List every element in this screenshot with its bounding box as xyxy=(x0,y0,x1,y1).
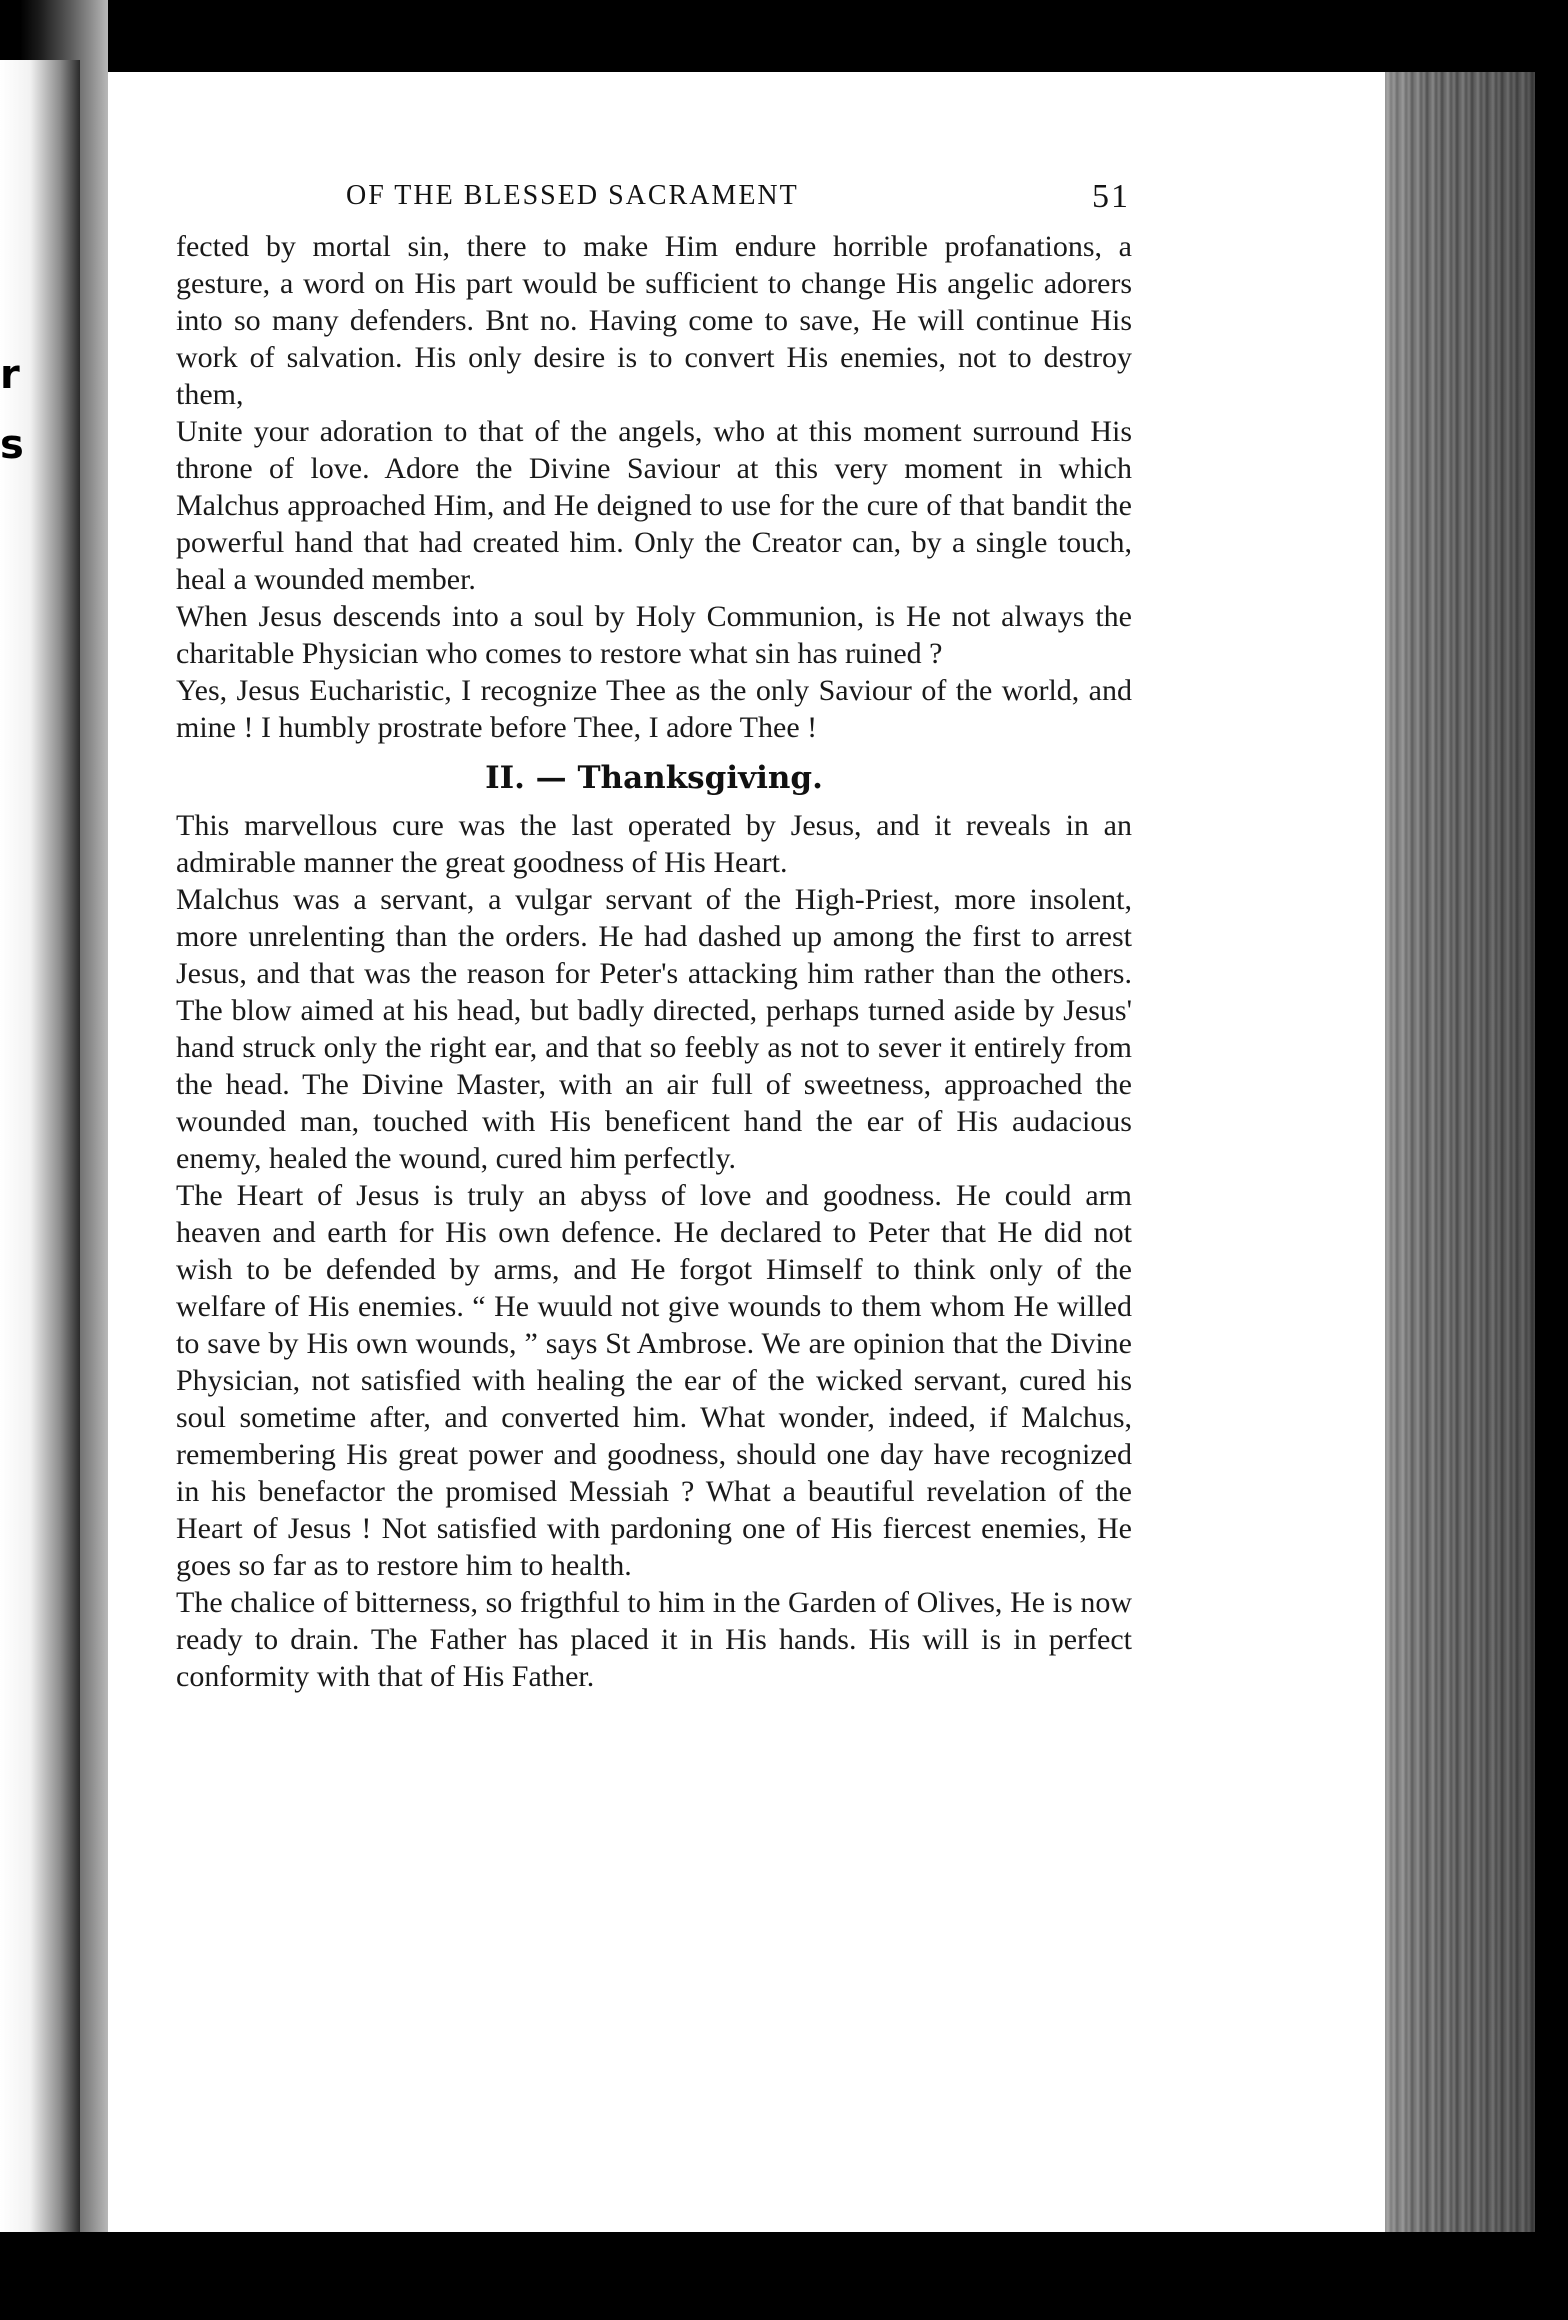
facing-page-marks xyxy=(0,340,24,480)
body-text xyxy=(176,228,1132,1695)
paragraph: The chalice of bitterness, so frigthful to him in the Garden of Olives, He is now ready to drain. The Father has placed it in His hands. His will is in perfect conformity with that of His Father. xyxy=(176,1586,1132,1693)
facing-page-mark: s xyxy=(0,422,24,468)
paragraph: Unite your adoration to that of the angels, who at this moment surround His throne of love. Adore the Divine Saviour at this very moment in which Malchus approached Him, and He deigned to use for the cure of that bandit the powerful hand that had created him. Only the Creator can, by a single touch, heal a wounded member. xyxy=(176,415,1132,596)
page-number: 51 xyxy=(1092,178,1130,215)
paragraph: Yes, Jesus Eucharistic, I recognize Thee as the only Saviour of the world, and mine ! I humbly prostrate before Thee, I adore Thee ! xyxy=(176,674,1132,744)
facing-page-mark: r xyxy=(0,352,20,398)
paragraph: This marvellous cure was the last operated by Jesus, and it reveals in an admirable manner the great goodness of His Heart. xyxy=(176,809,1132,879)
paragraph: Malchus was a servant, a vulgar servant of the High-Priest, more insolent, more unrelenting than the orders. He had dashed up among the first to arrest Jesus, and that was the reason for Peter's attacking him rather than the others. The blow aimed at his head, but badly directed, perhaps turned aside by Jesus' hand struck only the right ear, and that so feebly as not to sever it entirely from the head. The Divine Master, with an air full of sweetness, approached the wounded man, touched with His beneficent hand the ear of His audacious enemy, healed the wound, cured him perfectly. xyxy=(176,883,1132,1175)
bottom-scan-border xyxy=(0,2232,1568,2320)
top-scan-border xyxy=(0,0,1568,72)
right-scan-border xyxy=(1535,0,1568,2320)
section-heading: II. — Thanksgiving. xyxy=(485,760,823,796)
paragraph: The Heart of Jesus is truly an abyss of love and goodness. He could arm heaven and earth for His own defence. He declared to Peter that He did not wish to be defended by arms, and He forgot Himself to think only of the welfare of His enemies. “ He wuuld not give wounds to them whom He willed to save by His own wounds, ” says St Ambrose. We are opinion that the Divine Physician, not satisfied with healing the ear of the wicked servant, cured his soul sometime after, and converted him. What wonder, indeed, if Malchus, remembering His great power and goodness, should one day have recognized in his benefactor the promised Messiah ? What a beautiful revelation of the Heart of Jesus ! Not satisfied with pardoning one of His fiercest enemies, He goes so far as to restore him to health. xyxy=(176,1179,1132,1582)
running-title: OF THE BLESSED SACRAMENT xyxy=(346,180,799,211)
paragraph: fected by mortal sin, there to make Him endure horrible profanations, a gesture, a word on His part would be sufficient to change His angelic adorers into so many defenders. Bnt no. Having come to save, He will continue His work of salvation. His only desire is to convert His enemies, not to destroy them, xyxy=(176,230,1132,411)
running-head xyxy=(236,170,1136,230)
paragraph: When Jesus descends into a soul by Holy Communion, is He not always the charitable Physician who comes to restore what sin has ruined ? xyxy=(176,600,1132,670)
